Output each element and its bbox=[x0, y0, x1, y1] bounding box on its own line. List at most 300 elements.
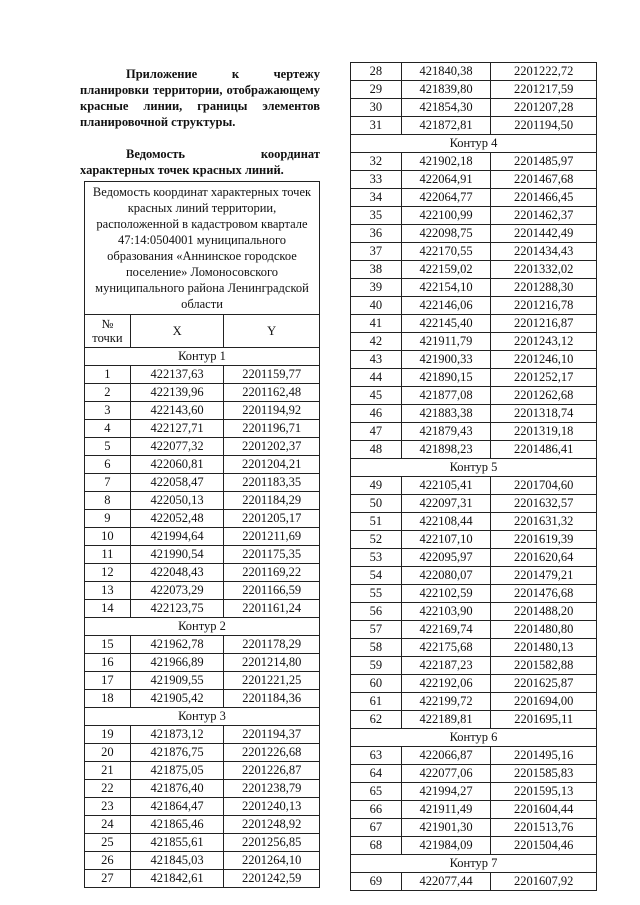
x-coordinate-cell: 422105,41 bbox=[401, 477, 491, 495]
x-coordinate-cell: 422159,02 bbox=[401, 261, 491, 279]
point-number-cell: 4 bbox=[85, 420, 131, 438]
y-coordinate-cell: 2201694,00 bbox=[491, 693, 597, 711]
table-row bbox=[351, 387, 597, 405]
x-coordinate-cell: 422123,75 bbox=[130, 600, 224, 618]
table-row bbox=[351, 333, 597, 351]
y-coordinate-cell: 2201252,17 bbox=[491, 369, 597, 387]
point-number-cell: 59 bbox=[351, 657, 402, 675]
table-row bbox=[85, 456, 320, 474]
y-coordinate-cell: 2201194,50 bbox=[491, 117, 597, 135]
point-number-cell: 38 bbox=[351, 261, 402, 279]
point-number-cell: 13 bbox=[85, 582, 131, 600]
y-coordinate-cell: 2201495,16 bbox=[491, 747, 597, 765]
contour-label: Контур 1 bbox=[85, 348, 320, 366]
x-coordinate-cell: 421876,40 bbox=[130, 780, 224, 798]
y-coordinate-cell: 2201226,87 bbox=[224, 762, 320, 780]
statement-title: Ведомость координат характерных точек красных линий. bbox=[80, 147, 320, 177]
point-number-cell: 65 bbox=[351, 783, 402, 801]
x-coordinate-cell: 422100,99 bbox=[401, 207, 491, 225]
table-row bbox=[351, 441, 597, 459]
point-number-cell: 9 bbox=[85, 510, 131, 528]
x-coordinate-cell: 421994,64 bbox=[130, 528, 224, 546]
point-number-cell: 53 bbox=[351, 549, 402, 567]
table-row bbox=[85, 420, 320, 438]
point-number-cell: 20 bbox=[85, 744, 131, 762]
x-coordinate-cell: 421872,81 bbox=[401, 117, 491, 135]
x-coordinate-cell: 422048,43 bbox=[130, 564, 224, 582]
point-number-cell: 28 bbox=[351, 63, 402, 81]
x-coordinate-cell: 421984,09 bbox=[401, 837, 491, 855]
table-row bbox=[351, 423, 597, 441]
point-number-cell: 50 bbox=[351, 495, 402, 513]
x-coordinate-cell: 422127,71 bbox=[130, 420, 224, 438]
point-number-cell: 44 bbox=[351, 369, 402, 387]
table-row bbox=[85, 438, 320, 456]
x-coordinate-cell: 421877,08 bbox=[401, 387, 491, 405]
y-coordinate-cell: 2201205,17 bbox=[224, 510, 320, 528]
contour-row bbox=[351, 459, 597, 477]
y-coordinate-cell: 2201246,10 bbox=[491, 351, 597, 369]
y-coordinate-cell: 2201216,78 bbox=[491, 297, 597, 315]
y-coordinate-cell: 2201256,85 bbox=[224, 834, 320, 852]
y-coordinate-cell: 2201607,92 bbox=[491, 873, 597, 891]
x-coordinate-cell: 421994,27 bbox=[401, 783, 491, 801]
y-coordinate-cell: 2201262,68 bbox=[491, 387, 597, 405]
point-number-cell: 23 bbox=[85, 798, 131, 816]
table-row bbox=[351, 63, 597, 81]
point-number-cell: 14 bbox=[85, 600, 131, 618]
y-coordinate-cell: 2201604,44 bbox=[491, 801, 597, 819]
y-coordinate-cell: 2201442,49 bbox=[491, 225, 597, 243]
x-coordinate-cell: 422073,29 bbox=[130, 582, 224, 600]
point-number-cell: 62 bbox=[351, 711, 402, 729]
point-number-cell: 30 bbox=[351, 99, 402, 117]
x-coordinate-cell: 422189,81 bbox=[401, 711, 491, 729]
table-row bbox=[85, 798, 320, 816]
contour-label: Контур 3 bbox=[85, 708, 320, 726]
y-coordinate-cell: 2201513,76 bbox=[491, 819, 597, 837]
table-row bbox=[85, 744, 320, 762]
y-coordinate-cell: 2201595,13 bbox=[491, 783, 597, 801]
table-row bbox=[351, 207, 597, 225]
x-coordinate-cell: 422146,06 bbox=[401, 297, 491, 315]
contour-label: Контур 6 bbox=[351, 729, 597, 747]
x-coordinate-cell: 422192,06 bbox=[401, 675, 491, 693]
point-number-cell: 54 bbox=[351, 567, 402, 585]
x-coordinate-cell: 421900,33 bbox=[401, 351, 491, 369]
table-body-right bbox=[351, 63, 597, 891]
header-point-number: № точки bbox=[85, 315, 131, 348]
table-row bbox=[351, 81, 597, 99]
point-number-cell: 61 bbox=[351, 693, 402, 711]
x-coordinate-cell: 422097,31 bbox=[401, 495, 491, 513]
table-row bbox=[351, 603, 597, 621]
x-coordinate-cell: 422187,23 bbox=[401, 657, 491, 675]
y-coordinate-cell: 2201240,13 bbox=[224, 798, 320, 816]
point-number-cell: 66 bbox=[351, 801, 402, 819]
table-row bbox=[351, 225, 597, 243]
y-coordinate-cell: 2201204,21 bbox=[224, 456, 320, 474]
y-coordinate-cell: 2201166,59 bbox=[224, 582, 320, 600]
table-row bbox=[85, 384, 320, 402]
point-number-cell: 56 bbox=[351, 603, 402, 621]
point-number-cell: 18 bbox=[85, 690, 131, 708]
y-coordinate-cell: 2201214,80 bbox=[224, 654, 320, 672]
y-coordinate-cell: 2201202,37 bbox=[224, 438, 320, 456]
table-row bbox=[351, 621, 597, 639]
table-row bbox=[85, 600, 320, 618]
x-coordinate-cell: 421890,15 bbox=[401, 369, 491, 387]
x-coordinate-cell: 422077,06 bbox=[401, 765, 491, 783]
header-y: Y bbox=[224, 315, 320, 348]
y-coordinate-cell: 2201248,92 bbox=[224, 816, 320, 834]
y-coordinate-cell: 2201264,10 bbox=[224, 852, 320, 870]
point-number-cell: 21 bbox=[85, 762, 131, 780]
y-coordinate-cell: 2201222,72 bbox=[491, 63, 597, 81]
table-row bbox=[351, 873, 597, 891]
x-coordinate-cell: 421876,75 bbox=[130, 744, 224, 762]
y-coordinate-cell: 2201480,13 bbox=[491, 639, 597, 657]
x-coordinate-cell: 421879,43 bbox=[401, 423, 491, 441]
x-coordinate-cell: 421864,47 bbox=[130, 798, 224, 816]
point-number-cell: 6 bbox=[85, 456, 131, 474]
point-number-cell: 5 bbox=[85, 438, 131, 456]
point-number-cell: 34 bbox=[351, 189, 402, 207]
point-number-cell: 57 bbox=[351, 621, 402, 639]
table-row bbox=[85, 474, 320, 492]
table-row bbox=[351, 495, 597, 513]
y-coordinate-cell: 2201159,77 bbox=[224, 366, 320, 384]
contour-label: Контур 5 bbox=[351, 459, 597, 477]
x-coordinate-cell: 421905,42 bbox=[130, 690, 224, 708]
x-coordinate-cell: 422175,68 bbox=[401, 639, 491, 657]
point-number-cell: 52 bbox=[351, 531, 402, 549]
x-coordinate-cell: 422137,63 bbox=[130, 366, 224, 384]
table-row bbox=[85, 654, 320, 672]
table-row bbox=[85, 510, 320, 528]
point-number-cell: 29 bbox=[351, 81, 402, 99]
x-coordinate-cell: 422199,72 bbox=[401, 693, 491, 711]
y-coordinate-cell: 2201161,24 bbox=[224, 600, 320, 618]
y-coordinate-cell: 2201704,60 bbox=[491, 477, 597, 495]
table-row bbox=[351, 819, 597, 837]
x-coordinate-cell: 421855,61 bbox=[130, 834, 224, 852]
y-coordinate-cell: 2201488,20 bbox=[491, 603, 597, 621]
point-number-cell: 47 bbox=[351, 423, 402, 441]
y-coordinate-cell: 2201194,37 bbox=[224, 726, 320, 744]
contour-label: Контур 7 bbox=[351, 855, 597, 873]
point-number-cell: 49 bbox=[351, 477, 402, 495]
y-coordinate-cell: 2201434,43 bbox=[491, 243, 597, 261]
point-number-cell: 27 bbox=[85, 870, 131, 888]
table-row bbox=[85, 564, 320, 582]
x-coordinate-cell: 421966,89 bbox=[130, 654, 224, 672]
x-coordinate-cell: 422098,75 bbox=[401, 225, 491, 243]
point-number-cell: 45 bbox=[351, 387, 402, 405]
y-coordinate-cell: 2201504,46 bbox=[491, 837, 597, 855]
table-row bbox=[351, 585, 597, 603]
header-x: X bbox=[130, 315, 224, 348]
x-coordinate-cell: 421883,38 bbox=[401, 405, 491, 423]
point-number-cell: 41 bbox=[351, 315, 402, 333]
table-row bbox=[351, 279, 597, 297]
x-coordinate-cell: 421873,12 bbox=[130, 726, 224, 744]
y-coordinate-cell: 2201288,30 bbox=[491, 279, 597, 297]
x-coordinate-cell: 422143,60 bbox=[130, 402, 224, 420]
y-coordinate-cell: 2201467,68 bbox=[491, 171, 597, 189]
table-row bbox=[351, 513, 597, 531]
point-number-cell: 7 bbox=[85, 474, 131, 492]
y-coordinate-cell: 2201183,35 bbox=[224, 474, 320, 492]
point-number-cell: 68 bbox=[351, 837, 402, 855]
point-number-cell: 15 bbox=[85, 636, 131, 654]
point-number-cell: 2 bbox=[85, 384, 131, 402]
point-number-cell: 31 bbox=[351, 117, 402, 135]
table-row bbox=[85, 672, 320, 690]
point-number-cell: 63 bbox=[351, 747, 402, 765]
table-row bbox=[351, 405, 597, 423]
x-coordinate-cell: 422107,10 bbox=[401, 531, 491, 549]
point-number-cell: 16 bbox=[85, 654, 131, 672]
y-coordinate-cell: 2201184,36 bbox=[224, 690, 320, 708]
y-coordinate-cell: 2201480,80 bbox=[491, 621, 597, 639]
point-number-cell: 3 bbox=[85, 402, 131, 420]
x-coordinate-cell: 422058,47 bbox=[130, 474, 224, 492]
x-coordinate-cell: 422102,59 bbox=[401, 585, 491, 603]
y-coordinate-cell: 2201318,74 bbox=[491, 405, 597, 423]
y-coordinate-cell: 2201217,59 bbox=[491, 81, 597, 99]
point-number-cell: 8 bbox=[85, 492, 131, 510]
point-number-cell: 60 bbox=[351, 675, 402, 693]
y-coordinate-cell: 2201242,59 bbox=[224, 870, 320, 888]
contour-row bbox=[351, 135, 597, 153]
x-coordinate-cell: 422052,48 bbox=[130, 510, 224, 528]
x-coordinate-cell: 422108,44 bbox=[401, 513, 491, 531]
intro-text bbox=[80, 66, 320, 194]
point-number-cell: 10 bbox=[85, 528, 131, 546]
point-number-cell: 40 bbox=[351, 297, 402, 315]
y-coordinate-cell: 2201479,21 bbox=[491, 567, 597, 585]
table-row bbox=[351, 693, 597, 711]
contour-label: Контур 4 bbox=[351, 135, 597, 153]
table-row bbox=[85, 582, 320, 600]
x-coordinate-cell: 421865,46 bbox=[130, 816, 224, 834]
x-coordinate-cell: 421911,79 bbox=[401, 333, 491, 351]
x-coordinate-cell: 422154,10 bbox=[401, 279, 491, 297]
y-coordinate-cell: 2201319,18 bbox=[491, 423, 597, 441]
table-row bbox=[351, 675, 597, 693]
y-coordinate-cell: 2201631,32 bbox=[491, 513, 597, 531]
table-row bbox=[85, 636, 320, 654]
y-coordinate-cell: 2201194,92 bbox=[224, 402, 320, 420]
table-row bbox=[351, 837, 597, 855]
table-row bbox=[351, 531, 597, 549]
x-coordinate-cell: 422139,96 bbox=[130, 384, 224, 402]
y-coordinate-cell: 2201226,68 bbox=[224, 744, 320, 762]
table-row bbox=[351, 747, 597, 765]
table-row bbox=[85, 726, 320, 744]
point-number-cell: 36 bbox=[351, 225, 402, 243]
contour-label: Контур 2 bbox=[85, 618, 320, 636]
x-coordinate-cell: 422080,07 bbox=[401, 567, 491, 585]
table-row bbox=[351, 99, 597, 117]
point-number-cell: 22 bbox=[85, 780, 131, 798]
x-coordinate-cell: 421845,03 bbox=[130, 852, 224, 870]
y-coordinate-cell: 2201169,22 bbox=[224, 564, 320, 582]
point-number-cell: 42 bbox=[351, 333, 402, 351]
contour-row bbox=[85, 618, 320, 636]
table-row bbox=[351, 639, 597, 657]
table-row bbox=[85, 870, 320, 888]
table-row bbox=[351, 711, 597, 729]
table-row bbox=[351, 567, 597, 585]
point-number-cell: 64 bbox=[351, 765, 402, 783]
table-row bbox=[351, 315, 597, 333]
y-coordinate-cell: 2201216,87 bbox=[491, 315, 597, 333]
point-number-cell: 69 bbox=[351, 873, 402, 891]
y-coordinate-cell: 2201582,88 bbox=[491, 657, 597, 675]
x-coordinate-cell: 421962,78 bbox=[130, 636, 224, 654]
x-coordinate-cell: 421902,18 bbox=[401, 153, 491, 171]
x-coordinate-cell: 422064,91 bbox=[401, 171, 491, 189]
y-coordinate-cell: 2201476,68 bbox=[491, 585, 597, 603]
table-row bbox=[351, 297, 597, 315]
table-row bbox=[85, 366, 320, 384]
table-row bbox=[351, 261, 597, 279]
x-coordinate-cell: 422145,40 bbox=[401, 315, 491, 333]
table-row bbox=[85, 492, 320, 510]
x-coordinate-cell: 421909,55 bbox=[130, 672, 224, 690]
point-number-cell: 24 bbox=[85, 816, 131, 834]
point-number-cell: 1 bbox=[85, 366, 131, 384]
table-row bbox=[85, 690, 320, 708]
y-coordinate-cell: 2201184,29 bbox=[224, 492, 320, 510]
contour-row bbox=[85, 708, 320, 726]
x-coordinate-cell: 422103,90 bbox=[401, 603, 491, 621]
x-coordinate-cell: 421990,54 bbox=[130, 546, 224, 564]
contour-row bbox=[351, 729, 597, 747]
y-coordinate-cell: 2201207,28 bbox=[491, 99, 597, 117]
table-row bbox=[351, 765, 597, 783]
table-row bbox=[351, 171, 597, 189]
appendix-title: Приложение к чертежу планировки территории, отображающему красные линии, границы элементов планировочной структуры. bbox=[80, 67, 320, 129]
table-row bbox=[351, 189, 597, 207]
point-number-cell: 32 bbox=[351, 153, 402, 171]
y-coordinate-cell: 2201221,25 bbox=[224, 672, 320, 690]
x-coordinate-cell: 421875,05 bbox=[130, 762, 224, 780]
table-row bbox=[351, 657, 597, 675]
table-row bbox=[85, 834, 320, 852]
table-row bbox=[351, 351, 597, 369]
table-row bbox=[351, 477, 597, 495]
x-coordinate-cell: 422077,32 bbox=[130, 438, 224, 456]
y-coordinate-cell: 2201485,97 bbox=[491, 153, 597, 171]
x-coordinate-cell: 422050,13 bbox=[130, 492, 224, 510]
table-row bbox=[85, 816, 320, 834]
x-coordinate-cell: 421901,30 bbox=[401, 819, 491, 837]
table-row bbox=[351, 801, 597, 819]
point-number-cell: 39 bbox=[351, 279, 402, 297]
point-number-cell: 25 bbox=[85, 834, 131, 852]
table-row bbox=[351, 549, 597, 567]
point-number-cell: 46 bbox=[351, 405, 402, 423]
point-number-cell: 12 bbox=[85, 564, 131, 582]
point-number-cell: 48 bbox=[351, 441, 402, 459]
y-coordinate-cell: 2201178,29 bbox=[224, 636, 320, 654]
x-coordinate-cell: 422095,97 bbox=[401, 549, 491, 567]
x-coordinate-cell: 422066,87 bbox=[401, 747, 491, 765]
point-number-cell: 55 bbox=[351, 585, 402, 603]
table-row bbox=[351, 783, 597, 801]
point-number-cell: 67 bbox=[351, 819, 402, 837]
x-coordinate-cell: 422077,44 bbox=[401, 873, 491, 891]
coordinates-table-right bbox=[350, 62, 597, 891]
contour-row bbox=[85, 348, 320, 366]
x-coordinate-cell: 421854,30 bbox=[401, 99, 491, 117]
point-number-cell: 33 bbox=[351, 171, 402, 189]
table-row bbox=[351, 117, 597, 135]
table-row bbox=[85, 402, 320, 420]
point-number-cell: 43 bbox=[351, 351, 402, 369]
y-coordinate-cell: 2201466,45 bbox=[491, 189, 597, 207]
x-coordinate-cell: 422064,77 bbox=[401, 189, 491, 207]
point-number-cell: 58 bbox=[351, 639, 402, 657]
point-number-cell: 35 bbox=[351, 207, 402, 225]
x-coordinate-cell: 422060,81 bbox=[130, 456, 224, 474]
table-row bbox=[85, 852, 320, 870]
table-row bbox=[85, 780, 320, 798]
y-coordinate-cell: 2201175,35 bbox=[224, 546, 320, 564]
y-coordinate-cell: 2201462,37 bbox=[491, 207, 597, 225]
y-coordinate-cell: 2201620,64 bbox=[491, 549, 597, 567]
table-row bbox=[351, 369, 597, 387]
point-number-cell: 26 bbox=[85, 852, 131, 870]
point-number-cell: 19 bbox=[85, 726, 131, 744]
y-coordinate-cell: 2201619,39 bbox=[491, 531, 597, 549]
x-coordinate-cell: 421842,61 bbox=[130, 870, 224, 888]
y-coordinate-cell: 2201695,11 bbox=[491, 711, 597, 729]
contour-row bbox=[351, 855, 597, 873]
table-body-left bbox=[85, 348, 320, 888]
x-coordinate-cell: 421911,49 bbox=[401, 801, 491, 819]
y-coordinate-cell: 2201162,48 bbox=[224, 384, 320, 402]
x-coordinate-cell: 421898,23 bbox=[401, 441, 491, 459]
x-coordinate-cell: 422170,55 bbox=[401, 243, 491, 261]
y-coordinate-cell: 2201625,87 bbox=[491, 675, 597, 693]
y-coordinate-cell: 2201238,79 bbox=[224, 780, 320, 798]
y-coordinate-cell: 2201486,41 bbox=[491, 441, 597, 459]
table-row bbox=[85, 546, 320, 564]
x-coordinate-cell: 421839,80 bbox=[401, 81, 491, 99]
coordinates-table-left bbox=[84, 181, 320, 888]
table-caption: Ведомость координат характерных точек красных линий территории, расположенной в кадастровом квартале 47:14:0504001 муниципального образования «Аннинское городское поселение» Ломоносовского муниципального района Ленинградской области bbox=[85, 182, 320, 315]
point-number-cell: 51 bbox=[351, 513, 402, 531]
point-number-cell: 17 bbox=[85, 672, 131, 690]
y-coordinate-cell: 2201332,02 bbox=[491, 261, 597, 279]
y-coordinate-cell: 2201585,83 bbox=[491, 765, 597, 783]
point-number-cell: 37 bbox=[351, 243, 402, 261]
table-row bbox=[351, 243, 597, 261]
y-coordinate-cell: 2201632,57 bbox=[491, 495, 597, 513]
table-row bbox=[85, 762, 320, 780]
x-coordinate-cell: 422169,74 bbox=[401, 621, 491, 639]
x-coordinate-cell: 421840,38 bbox=[401, 63, 491, 81]
table-row bbox=[85, 528, 320, 546]
table-row bbox=[351, 153, 597, 171]
y-coordinate-cell: 2201196,71 bbox=[224, 420, 320, 438]
y-coordinate-cell: 2201243,12 bbox=[491, 333, 597, 351]
point-number-cell: 11 bbox=[85, 546, 131, 564]
